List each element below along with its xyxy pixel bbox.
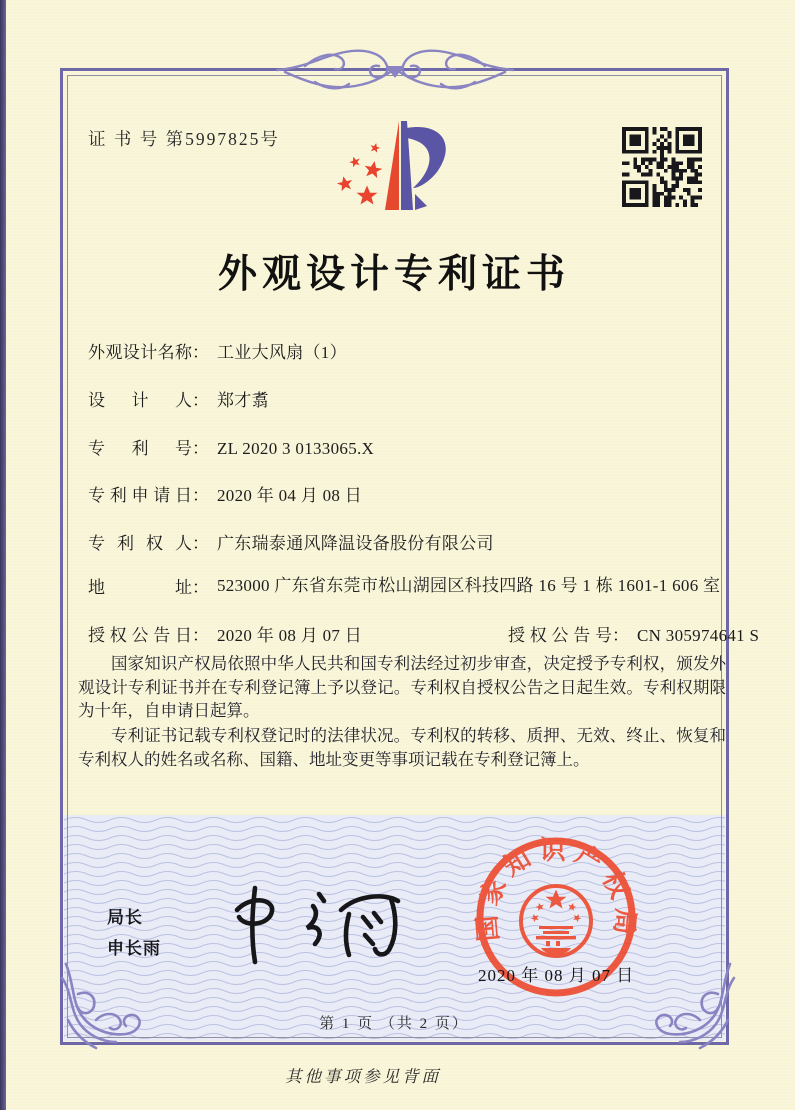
seal-text: 国家知识产权局 <box>471 836 641 943</box>
field-address: 地址： 523000 广东省东莞市松山湖园区科技四路 16 号 1 栋 1601-1 606 室 <box>88 573 729 599</box>
seal-date: 2020 年 08 月 07 日 <box>478 966 635 985</box>
field-label: 地址 <box>88 578 192 597</box>
director-name: 申长雨 <box>107 939 161 958</box>
qr-code <box>622 127 702 207</box>
certificate-number: 证 书 号 第5997825号 <box>88 129 280 149</box>
field-label: 专利号 <box>88 439 192 458</box>
logo-p-mark <box>385 121 446 210</box>
certificate-title: 外观设计专利证书 <box>217 253 570 296</box>
field-design-name: 外观设计名称： 工业大风扇（1） <box>88 338 347 363</box>
field-value: CN 305974641 S <box>637 626 760 645</box>
field-label: 设计人 <box>88 391 192 410</box>
field-value: 工业大风扇（1） <box>217 343 347 362</box>
field-value: 广东瑞泰通风降温设备股份有限公司 <box>217 534 494 553</box>
national-emblem-icon <box>521 886 591 956</box>
field-filing-date: 专利申请日： 2020 年 04 月 08 日 <box>88 481 362 506</box>
field-grant-date: 授权公告日： 2020 年 08 月 07 日 <box>88 626 362 645</box>
field-patent-number: 专利号： ZL 2020 3 0133065.X <box>88 434 374 459</box>
logo-stars <box>336 142 384 205</box>
field-value: 2020 年 08 月 07 日 <box>217 626 363 645</box>
field-grant-row <box>88 621 760 646</box>
scan-edge-left <box>0 0 6 1110</box>
scan-edge-right <box>795 0 800 1110</box>
field-value: ZL 2020 3 0133065.X <box>217 439 375 458</box>
director-signature-icon <box>225 882 420 972</box>
field-grant-number: 授权公告号： CN 305974641 S <box>508 621 759 646</box>
field-label: 专利权人 <box>88 534 192 553</box>
page-indicator: 第 1 页 （共 2 页） <box>319 1016 469 1032</box>
field-value: 2020 年 04 月 08 日 <box>217 486 363 505</box>
director-title: 局长 <box>107 908 143 927</box>
field-label: 授权公告日 <box>88 626 192 645</box>
field-label: 授权公告号 <box>508 626 612 645</box>
field-label: 专利申请日 <box>88 486 192 505</box>
field-label: 外观设计名称 <box>88 343 192 362</box>
field-value: 郑才翥 <box>217 391 269 410</box>
back-note: 其他事项参见背面 <box>285 1067 441 1086</box>
body-paragraph-2: 专利证书记载专利权登记时的法律状况。专利权的转移、质押、无效、终止、恢复和专利权人的姓名或名称、国籍、地址变更等事项记载在专利登记簿上。 <box>78 726 726 769</box>
body-paragraph-1: 国家知识产权局依照中华人民共和国专利法经过初步审查，决定授予专利权，颁发外观设计专利证书并在专利登记簿上予以登记。专利权自授权公告之日起生效。专利权期限为十年，自申请日起算。 <box>78 654 726 720</box>
cnipa-logo-icon <box>333 118 459 218</box>
field-value: 523000 广东省东莞市松山湖园区科技四路 16 号 1 栋 1601-1 606 室 <box>217 576 721 595</box>
field-designer: 设计人： 郑才翥 <box>88 386 269 411</box>
field-patentee: 专利权人： 广东瑞泰通风降温设备股份有限公司 <box>88 529 494 554</box>
